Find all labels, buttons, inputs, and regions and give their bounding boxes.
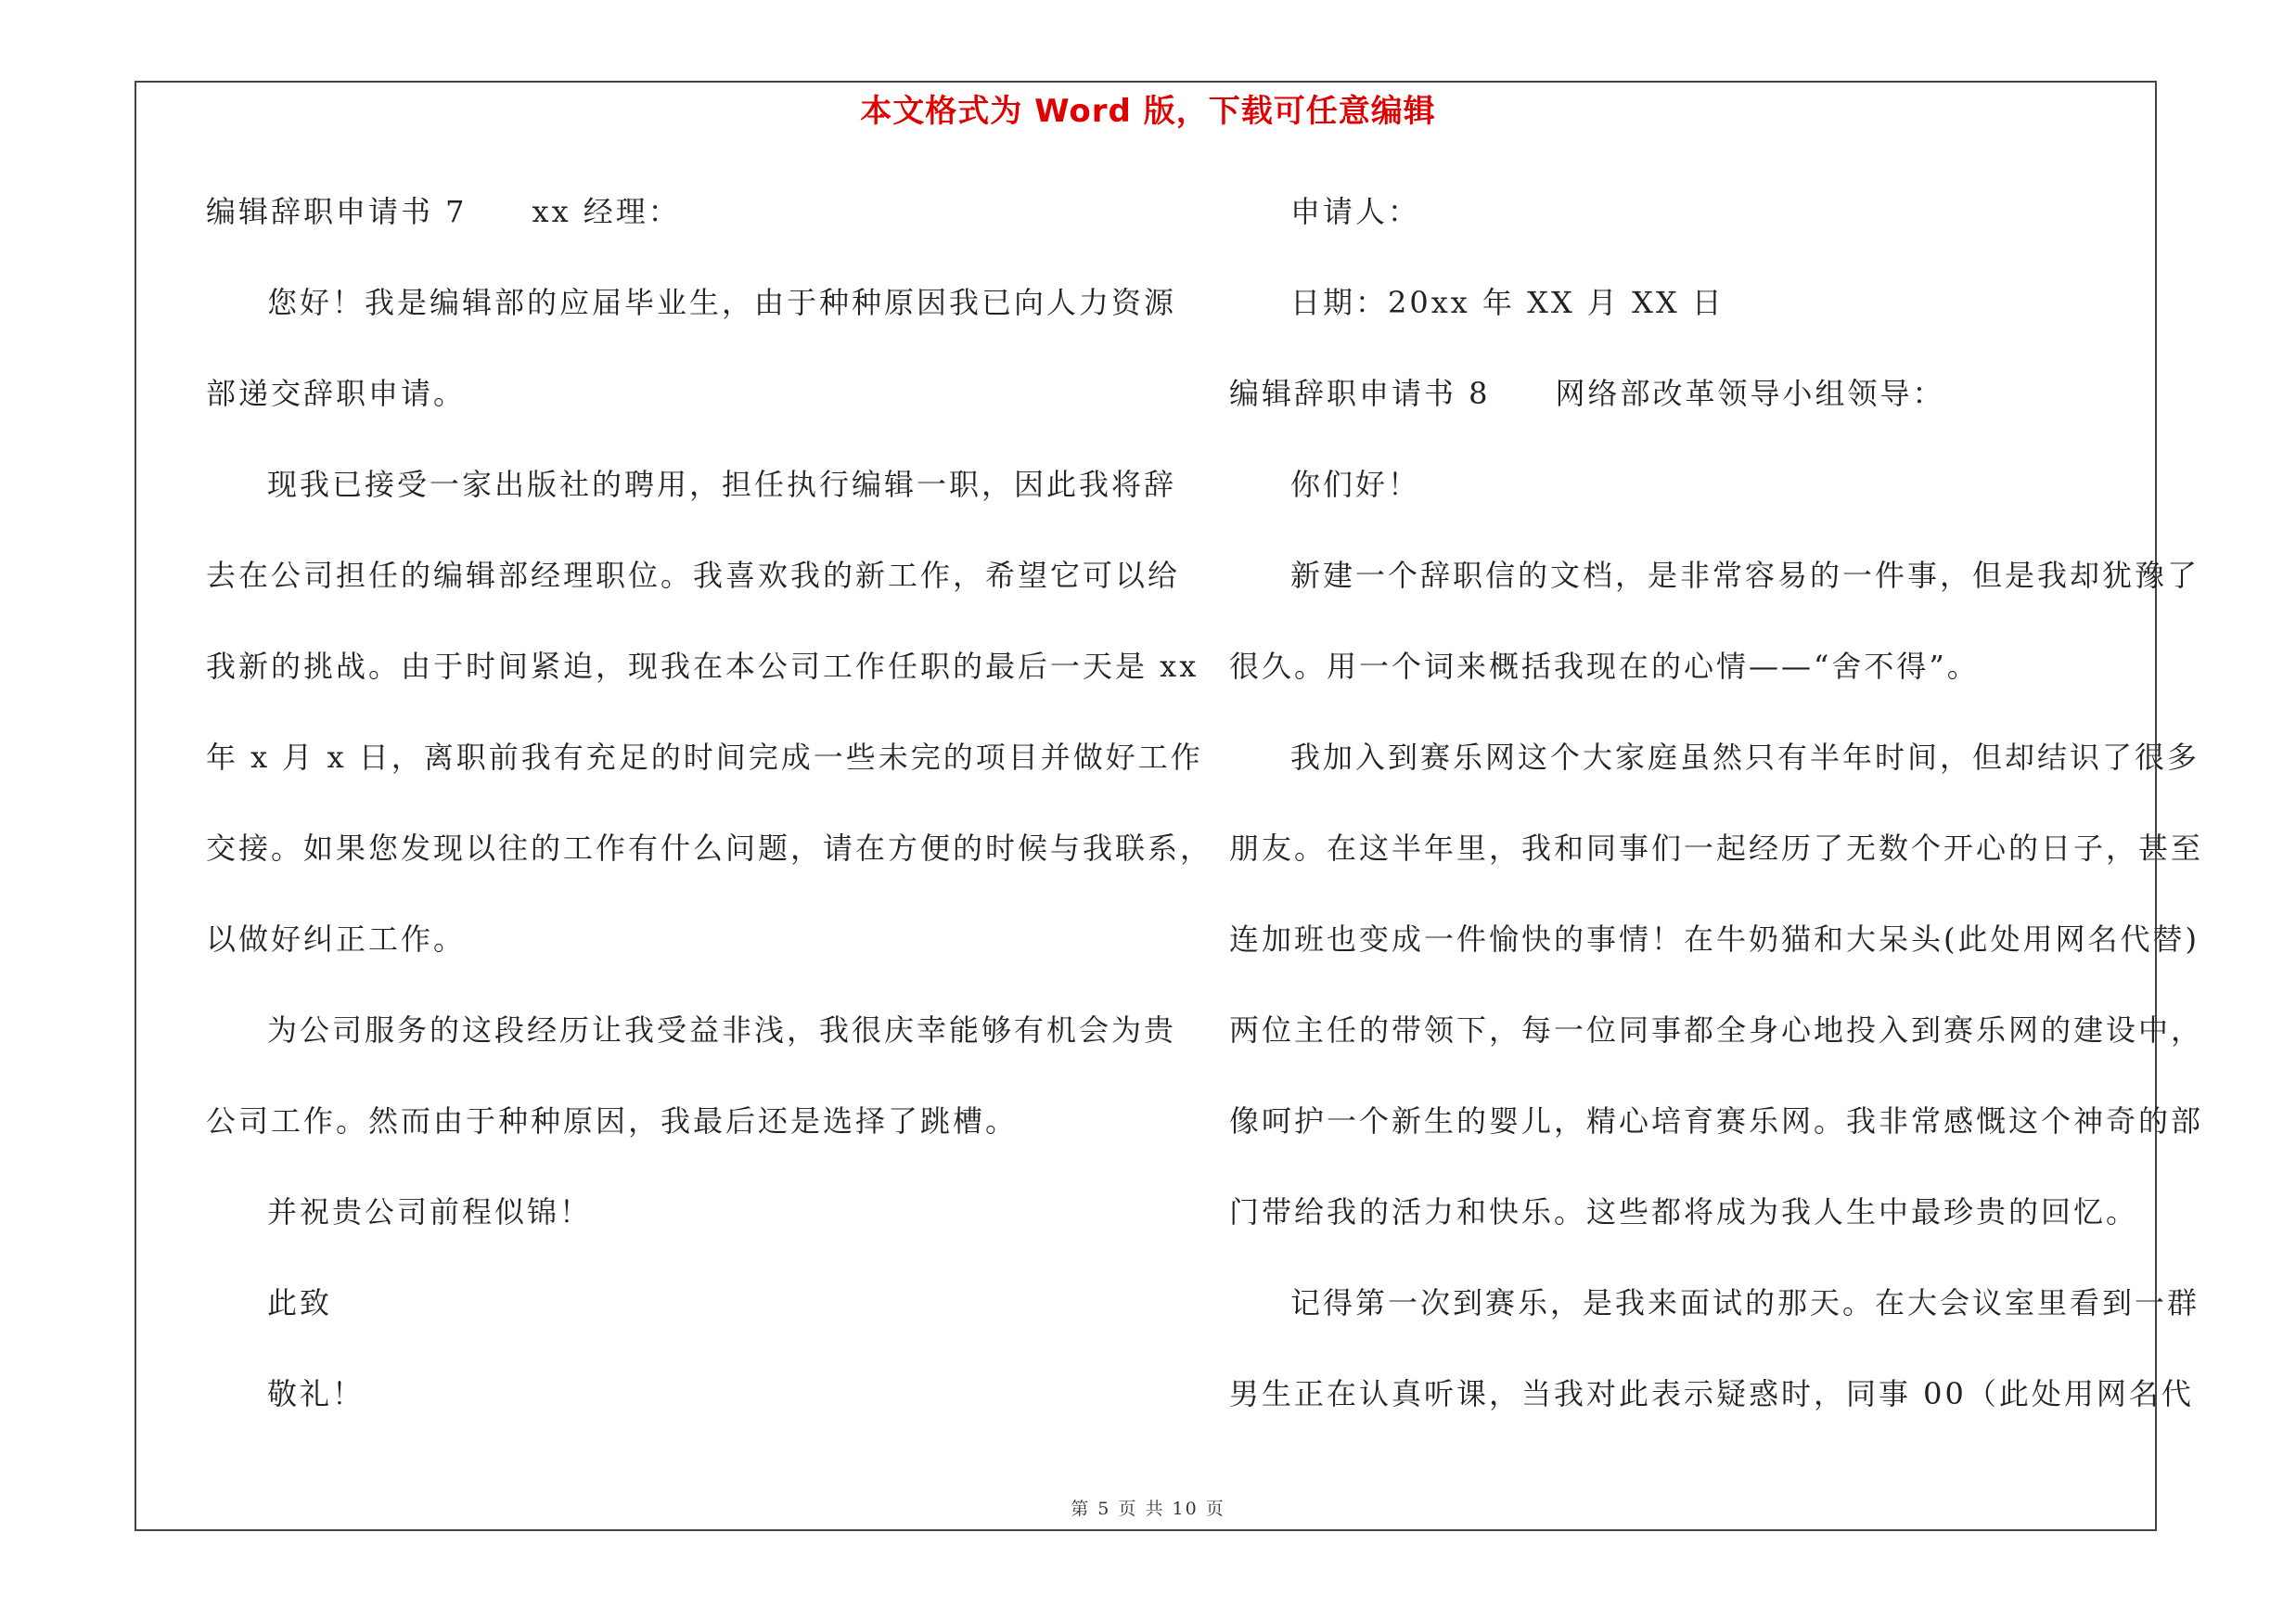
right-paragraph-line: 我加入到赛乐网这个大家庭虽然只有半年时间，但却结识了很多: [1290, 740, 2200, 775]
right-paragraph-line: 连加班也变成一件愉快的事情！在牛奶猫和大呆头(此处用网名代替): [1229, 921, 2200, 957]
left-paragraph-line: 去在公司担任的编辑部经理职位。我喜欢我的新工作，希望它可以给: [206, 558, 1181, 593]
left-paragraph-line: 编辑辞职申请书 7 xx 经理：: [206, 194, 681, 229]
left-paragraph-line: 您好！我是编辑部的应届毕业生，由于种种原因我已向人力资源: [267, 285, 1177, 320]
left-paragraph-line: 现我已接受一家出版社的聘用，担任执行编辑一职，因此我将辞: [267, 467, 1177, 502]
right-paragraph-line: 申请人：: [1290, 194, 1421, 229]
right-paragraph-line: 两位主任的带领下，每一位同事都全身心地投入到赛乐网的建设中，: [1229, 1012, 2204, 1048]
right-paragraph-line: 很久。用一个词来概括我现在的心情——“舍不得”。: [1229, 649, 1980, 684]
right-paragraph-line: 男生正在认真听课，当我对此表示疑惑时，同事 00（此处用网名代: [1229, 1376, 2194, 1411]
right-paragraph-line: 记得第一次到赛乐，是我来面试的那天。在大会议室里看到一群: [1290, 1285, 2200, 1320]
right-paragraph-line: 门带给我的活力和快乐。这些都将成为我人生中最珍贵的回忆。: [1229, 1194, 2139, 1230]
left-paragraph-line: 此致: [267, 1285, 333, 1320]
right-paragraph-line: 你们好！: [1290, 467, 1421, 502]
left-paragraph-line: 年 x 月 x 日，离职前我有充足的时间完成一些未完的项目并做好工作: [206, 740, 1203, 775]
left-paragraph-line: 我新的挑战。由于时间紧迫，现我在本公司工作任职的最后一天是 xx: [206, 649, 1199, 684]
right-paragraph-line: 像呵护一个新生的婴儿，精心培育赛乐网。我非常感慨这个神奇的部: [1229, 1103, 2204, 1139]
left-column: [206, 186, 1213, 1459]
left-paragraph-line: 敬礼！: [267, 1376, 366, 1411]
format-notice-banner: 本文格式为 Word 版，下载可任意编辑: [860, 93, 1436, 130]
left-paragraph-line: 为公司服务的这段经历让我受益非浅，我很庆幸能够有机会为贵: [267, 1012, 1177, 1048]
right-paragraph-line: 编辑辞职申请书 8 网络部改革领导小组领导：: [1229, 376, 1945, 411]
page-number-footer: 第 5 页 共 10 页: [1071, 1499, 1225, 1519]
left-paragraph-line: 交接。如果您发现以往的工作有什么问题，请在方便的时候与我联系，: [206, 831, 1213, 866]
left-paragraph-line: 公司工作。然而由于种种原因，我最后还是选择了跳槽。: [206, 1103, 1019, 1139]
left-paragraph-line: 部递交辞职申请。: [206, 376, 467, 411]
left-paragraph-line: 以做好纠正工作。: [206, 921, 467, 957]
right-column: [1229, 186, 2204, 1459]
left-paragraph-line: 并祝贵公司前程似锦！: [267, 1194, 593, 1230]
right-paragraph-line: 朋友。在这半年里，我和同事们一起经历了无数个开心的日子，甚至: [1229, 831, 2204, 866]
right-paragraph-line: 日期：20xx 年 XX 月 XX 日: [1290, 285, 1725, 320]
right-paragraph-line: 新建一个辞职信的文档，是非常容易的一件事，但是我却犹豫了: [1290, 558, 2200, 593]
